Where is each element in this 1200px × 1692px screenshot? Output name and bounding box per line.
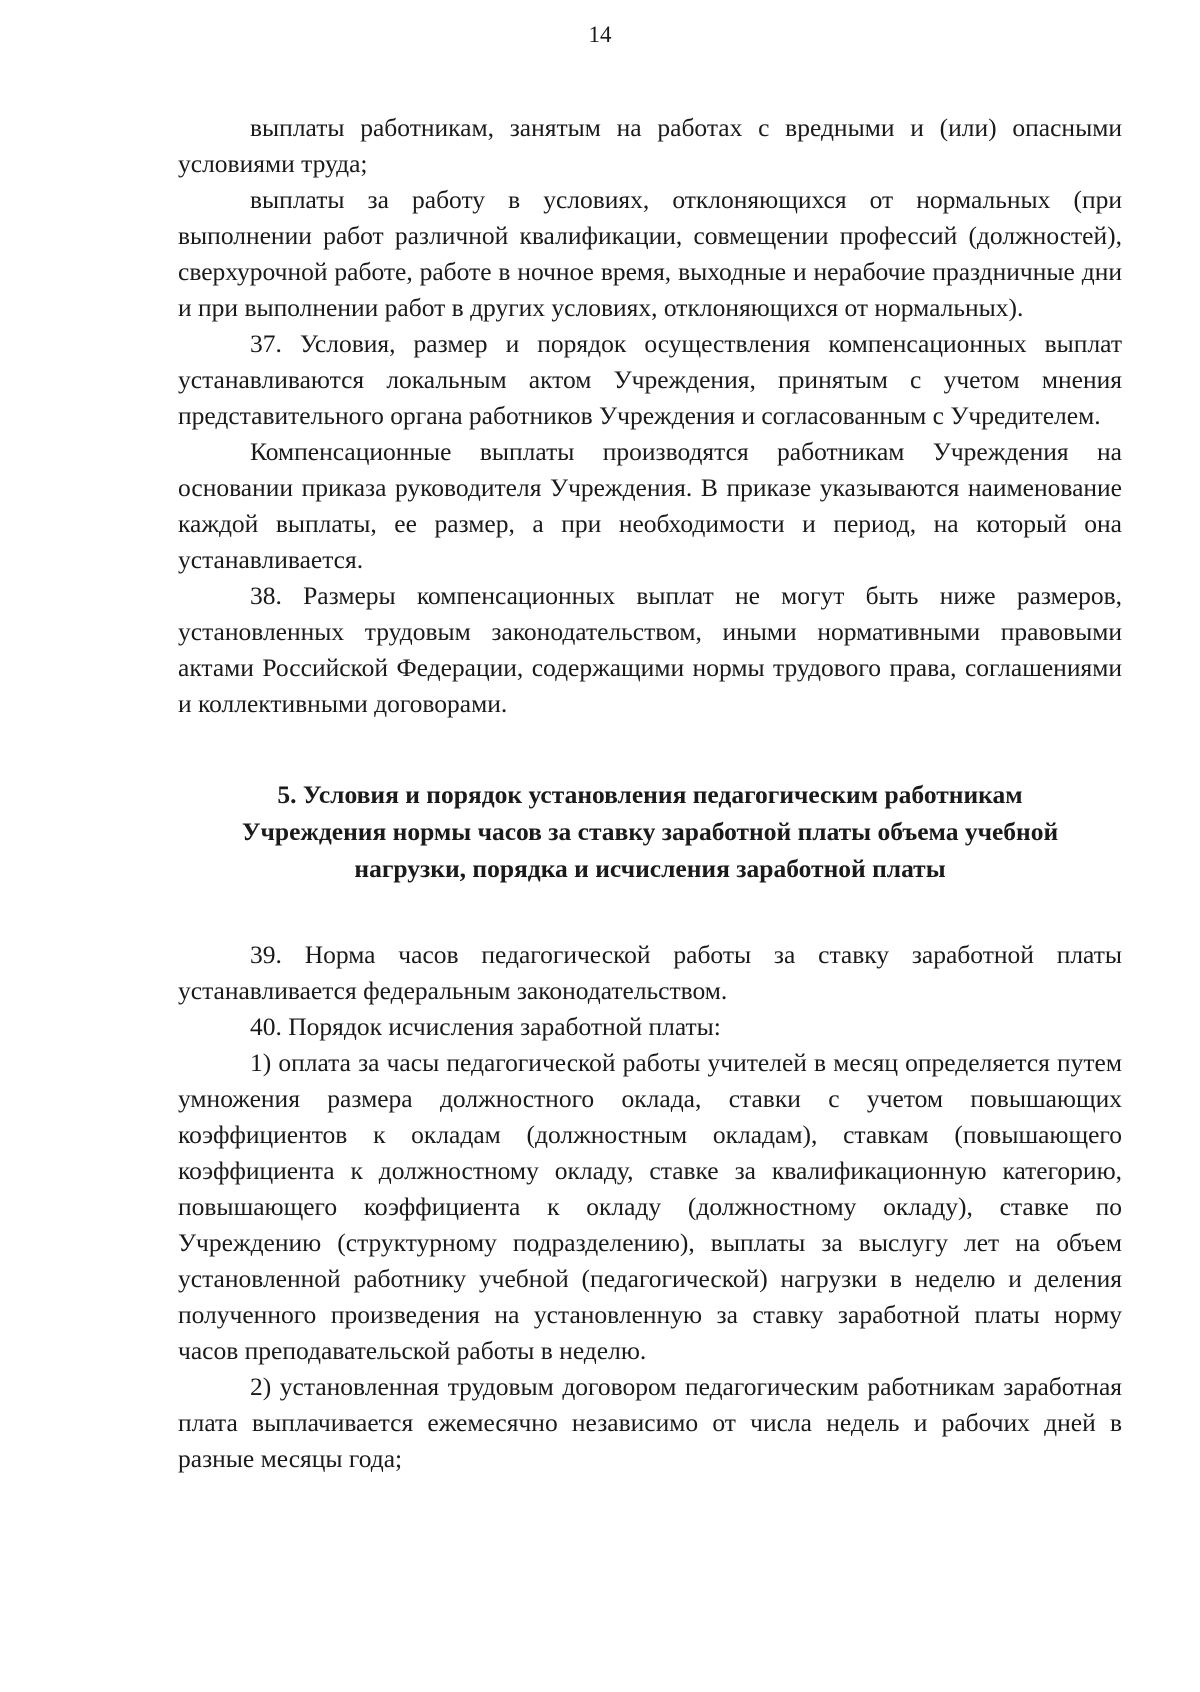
document-body bbox=[178, 110, 1122, 1477]
paragraph-clause-40: 40. Порядок исчисления заработной платы: bbox=[250, 1012, 721, 1041]
paragraph-harmful-conditions-payments: выплаты работникам, занятым на работах с вредными и (или) опасными условиями труда; bbox=[178, 113, 1122, 178]
paragraph-item-2: 2) установленная трудовым договором педагогическим работникам заработная плата выплачивается ежемесячно независимо от числа недель и рабочих дней в разные месяцы года; bbox=[178, 1372, 1122, 1473]
section-5-heading bbox=[178, 776, 1122, 887]
section-heading-line: нагрузки, порядка и исчисления заработной платы bbox=[354, 854, 946, 883]
paragraph-abnormal-conditions-payments: выплаты за работу в условиях, отклоняющихся от нормальных (при выполнении работ различной квалификации, совмещении профессий (должностей), сверхурочной работе, работе в ночное время, выходные и нерабочие праздничные дни и при выполнении работ в других условиях, отклоняющихся от нормальных). bbox=[178, 185, 1122, 322]
paragraph-clause-37: 37. Условия, размер и порядок осуществления компенсационных выплат устанавливаются локальным актом Учреждения, принятым с учетом мнения представительного органа работников Учреждения и согласованным с Учредителем. bbox=[178, 329, 1122, 430]
paragraph-clause-38: 38. Размеры компенсационных выплат не могут быть ниже размеров, установленных трудовым законодательством, иными нормативными правовыми актами Российской Федерации, содержащими нормы трудового права, соглашениями и коллективными договорами. bbox=[178, 581, 1122, 718]
paragraph-compensation-order: Компенсационные выплаты производятся работникам Учреждения на основании приказа руководителя Учреждения. В приказе указываются наименование каждой выплаты, ее размер, а при необходимости и период, на который она устанавливается. bbox=[178, 437, 1122, 574]
paragraph-item-1: 1) оплата за часы педагогической работы учителей в месяц определяется путем умножения размера должностного оклада, ставки с учетом повышающих коэффициентов к окладам (должностным окладам), ставкам (повышающего коэффициента к должностному окладу, ставке за квалификационную категорию, повышающего коэффициента к окладу (должностному окладу), ставке по Учреждению (структурному подразделению), выплаты за выслугу лет на объем установленной работнику учебной (педагогической) нагрузки в неделю и деления полученного произведения на установленную за ставку заработной платы норму часов преподавательской работы в неделю. bbox=[178, 1048, 1122, 1365]
page-number: 14 bbox=[588, 22, 612, 47]
section-heading-line: 5. Условия и порядок установления педагогическим работникам bbox=[277, 780, 1023, 809]
section-heading-line: Учреждения нормы часов за ставку заработной платы объема учебной bbox=[241, 817, 1059, 846]
paragraph-clause-39: 39. Норма часов педагогической работы за ставку заработной платы устанавливается федеральным законодательством. bbox=[178, 940, 1122, 1005]
